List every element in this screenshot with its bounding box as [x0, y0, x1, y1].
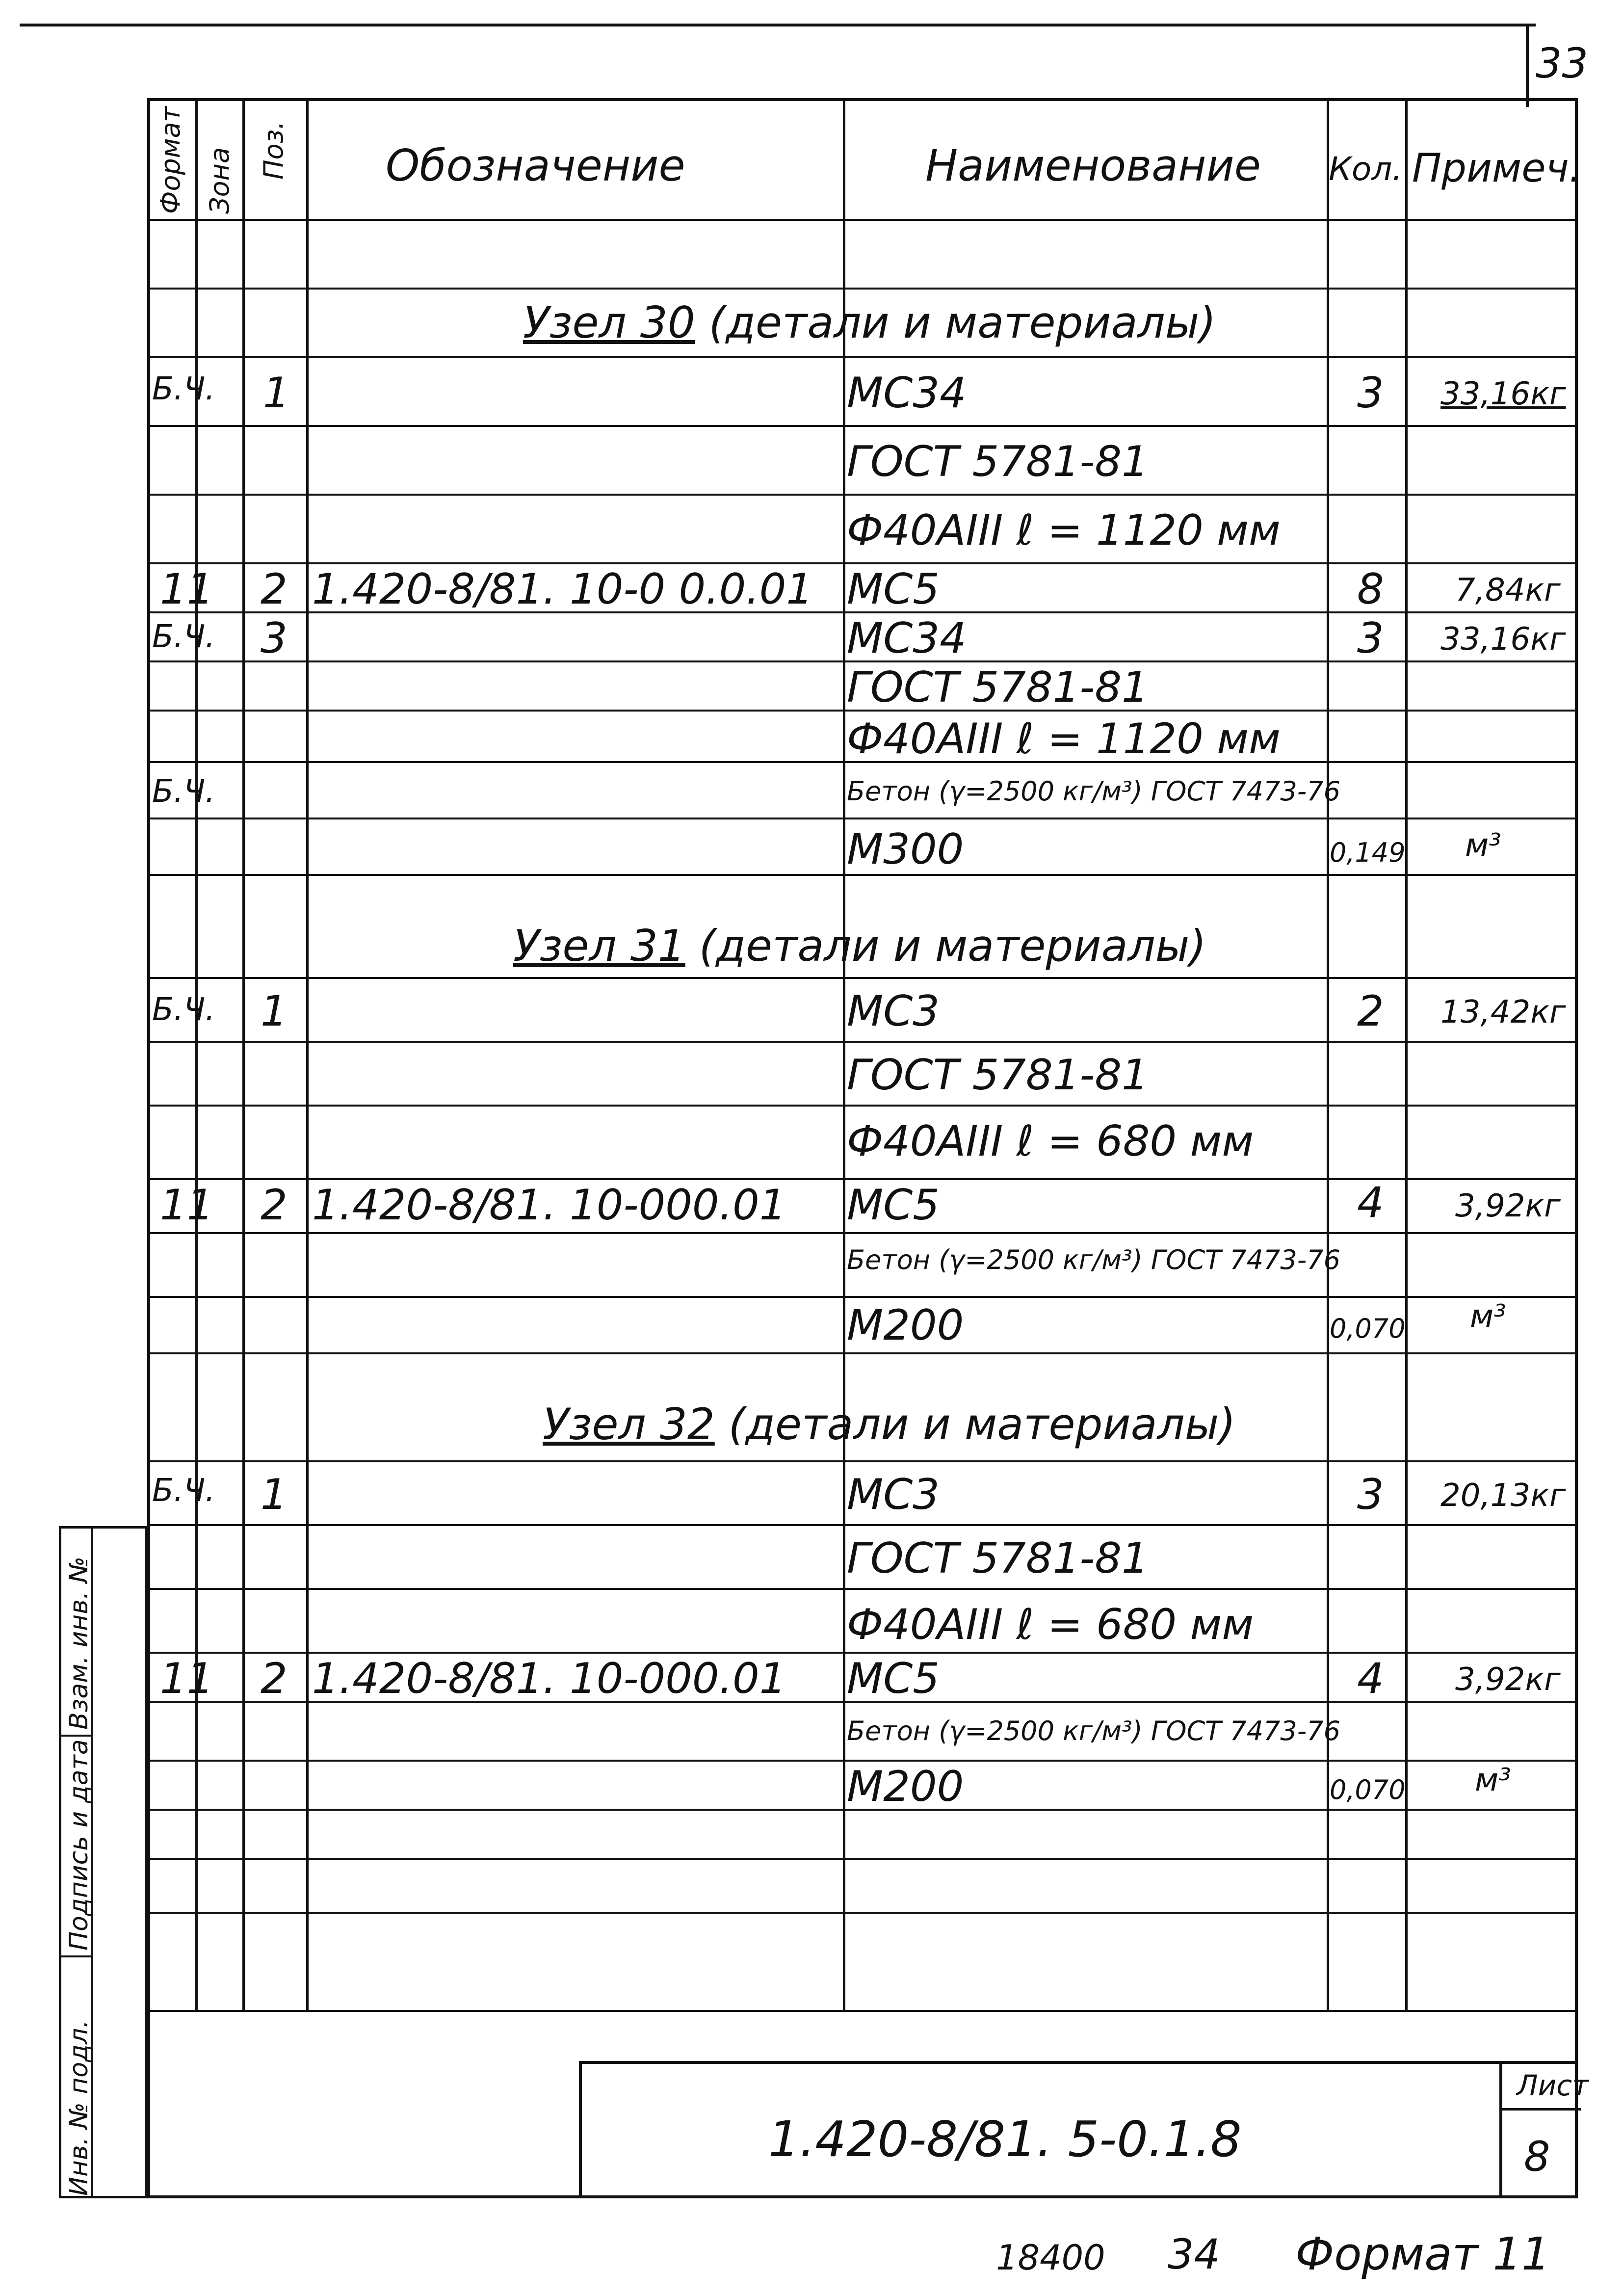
row-line: [150, 1588, 1578, 1590]
cell-qty: 3: [1357, 614, 1384, 663]
sheet-number: 8: [1524, 2133, 1550, 2181]
cell-name: Ф40АIII ℓ = 680 мм: [847, 1600, 1254, 1649]
col-divider-qty: [1405, 101, 1408, 2010]
cell-pos: 1: [263, 369, 290, 418]
col-divider-designation: [843, 101, 845, 2010]
row-line: [150, 1760, 1578, 1762]
row-line: [150, 1524, 1578, 1526]
table-bottom-rule: [150, 2010, 1578, 2012]
section-30-label: Узел 30: [523, 297, 695, 348]
cell-name: МС5: [847, 1181, 940, 1230]
row-line: [150, 1105, 1578, 1107]
cell-name: ГОСТ 5781-81: [847, 663, 1149, 712]
side-stamp-row-line: [61, 1955, 91, 1957]
header-format: Формат: [155, 106, 186, 214]
cell-name: М200: [847, 1762, 964, 1811]
section-title-30: [523, 297, 1216, 348]
cell-name: Ф40АIII ℓ = 680 мм: [847, 1117, 1254, 1166]
row-line: [150, 1858, 1578, 1860]
cell-note: 13,42кг: [1440, 994, 1566, 1030]
row-line: [150, 818, 1578, 819]
cell-name: МС3: [847, 1470, 940, 1519]
row-line: [150, 1912, 1578, 1914]
cell-qty: 4: [1357, 1654, 1384, 1703]
cell-name: МС5: [847, 1654, 940, 1703]
cell-pos: 2: [261, 565, 288, 614]
row-line: [150, 494, 1578, 496]
title-block-sheet-rule: [1499, 2108, 1581, 2111]
cell-name: ГОСТ 5781-81: [847, 1051, 1149, 1100]
section-title-31: [513, 921, 1206, 971]
header-name: Наименование: [925, 140, 1261, 191]
row-line: [150, 1352, 1578, 1354]
header-designation: Обозначение: [386, 140, 685, 191]
row-line: [150, 874, 1578, 876]
header-rule: [150, 219, 1578, 221]
cell-name: Бетон (γ=2500 кг/м³) ГОСТ 7473-76: [847, 1715, 1340, 1746]
cell-name: МС3: [847, 987, 940, 1036]
cell-name: М200: [847, 1301, 964, 1350]
section-30-note: (детали и материалы): [708, 297, 1216, 348]
cell-designation: 1.420-8/81. 10-000.01: [312, 1654, 786, 1703]
cell-qty: 2: [1357, 987, 1384, 1036]
cell-designation: 1.420-8/81. 10-000.01: [312, 1181, 786, 1230]
cell-pos: 1: [261, 1470, 288, 1519]
side-label-inv-original: Инв. № подл.: [64, 2020, 94, 2196]
row-line: [150, 562, 1578, 564]
row-line: [150, 1041, 1578, 1043]
page-number: 33: [1536, 39, 1588, 87]
cell-note: 7,84кг: [1455, 572, 1561, 608]
footer-format: Формат 11: [1295, 2228, 1550, 2280]
cell-qty: 0,070: [1330, 1774, 1406, 1805]
cell-format: Б.Ч.: [152, 992, 215, 1028]
row-line: [150, 977, 1578, 979]
document-code: 1.420-8/81. 5-0.1.8: [768, 2111, 1242, 2168]
header-zone: Зона: [204, 147, 235, 214]
cell-format: 11: [160, 565, 214, 614]
section-title-32: [543, 1399, 1236, 1450]
header-qty: Кол.: [1329, 150, 1403, 188]
cell-name: ГОСТ 5781-81: [847, 1534, 1149, 1583]
cell-format: Б.Ч.: [152, 1473, 215, 1509]
cell-format: Б.Ч.: [152, 619, 215, 655]
header-note: Примеч.: [1412, 145, 1582, 191]
cell-format: Б.Ч.: [152, 773, 215, 810]
cell-note: 20,13кг: [1440, 1478, 1566, 1514]
side-label-signature-date: Подпись и дата: [64, 1739, 94, 1951]
cell-name: МС34: [847, 369, 967, 418]
cell-name: Ф40АIII ℓ = 1120 мм: [847, 714, 1281, 764]
col-divider-zone: [242, 101, 245, 2010]
cell-note: м³: [1475, 1762, 1511, 1798]
row-line: [150, 1296, 1578, 1298]
row-line: [150, 288, 1578, 290]
cell-qty: 0,149: [1330, 837, 1406, 868]
side-stamp-row-line: [61, 1735, 91, 1737]
cell-qty: 3: [1357, 369, 1384, 418]
page-number-divider: [1526, 24, 1529, 107]
cell-name: МС34: [847, 614, 967, 663]
cell-pos: 3: [261, 614, 288, 663]
cell-name: ГОСТ 5781-81: [847, 437, 1149, 486]
cell-qty: 3: [1357, 1470, 1384, 1519]
cell-pos: 1: [261, 987, 288, 1036]
cell-note: 3,92кг: [1455, 1662, 1561, 1698]
specification-table: [147, 98, 1582, 2198]
col-divider-pos: [306, 101, 309, 2010]
cell-designation: 1.420-8/81. 10-0 0.0.01: [312, 565, 813, 614]
row-line: [150, 1232, 1578, 1234]
section-32-note: (детали и материалы): [728, 1399, 1236, 1450]
footer-copy-number: 34: [1168, 2230, 1220, 2278]
cell-note: м³: [1465, 827, 1501, 864]
cell-name: М300: [847, 825, 964, 874]
cell-note: 3,92кг: [1455, 1188, 1561, 1224]
sheet-label: Лист: [1517, 2069, 1589, 2102]
row-line: [150, 1652, 1578, 1654]
side-stamp: [59, 1526, 147, 2198]
cell-format: Б.Ч.: [152, 371, 215, 407]
cell-name: МС5: [847, 565, 940, 614]
section-31-label: Узел 31: [513, 921, 685, 971]
row-line: [150, 425, 1578, 427]
cell-qty: 0,070: [1330, 1313, 1406, 1344]
section-32-label: Узел 32: [543, 1399, 715, 1450]
title-block: [579, 2061, 1589, 2198]
cell-name: Бетон (γ=2500 кг/м³) ГОСТ 7473-76: [847, 776, 1340, 807]
header-pos: Поз.: [258, 121, 289, 180]
row-line: [150, 356, 1578, 358]
cell-note: м³: [1470, 1298, 1506, 1335]
section-31-note: (детали и материалы): [699, 921, 1206, 971]
cell-format: 11: [160, 1181, 214, 1230]
row-line: [150, 1460, 1578, 1462]
cell-qty: 8: [1357, 565, 1384, 614]
cell-name: Ф40АIII ℓ = 1120 мм: [847, 506, 1281, 555]
footer-order-number: 18400: [996, 2238, 1105, 2278]
cell-pos: 2: [261, 1181, 288, 1230]
side-label-replace-inv: Взам. инв. №: [64, 1556, 94, 1730]
cell-note: 33,16кг: [1440, 376, 1566, 412]
cell-pos: 2: [261, 1654, 288, 1703]
cell-qty: 4: [1357, 1178, 1384, 1227]
cell-name: Бетон (γ=2500 кг/м³) ГОСТ 7473-76: [847, 1244, 1340, 1275]
cell-format: 11: [160, 1654, 214, 1703]
cell-note: 33,16кг: [1440, 621, 1566, 658]
top-rule: [20, 24, 1536, 26]
title-block-sheet-divider: [1499, 2064, 1502, 2195]
